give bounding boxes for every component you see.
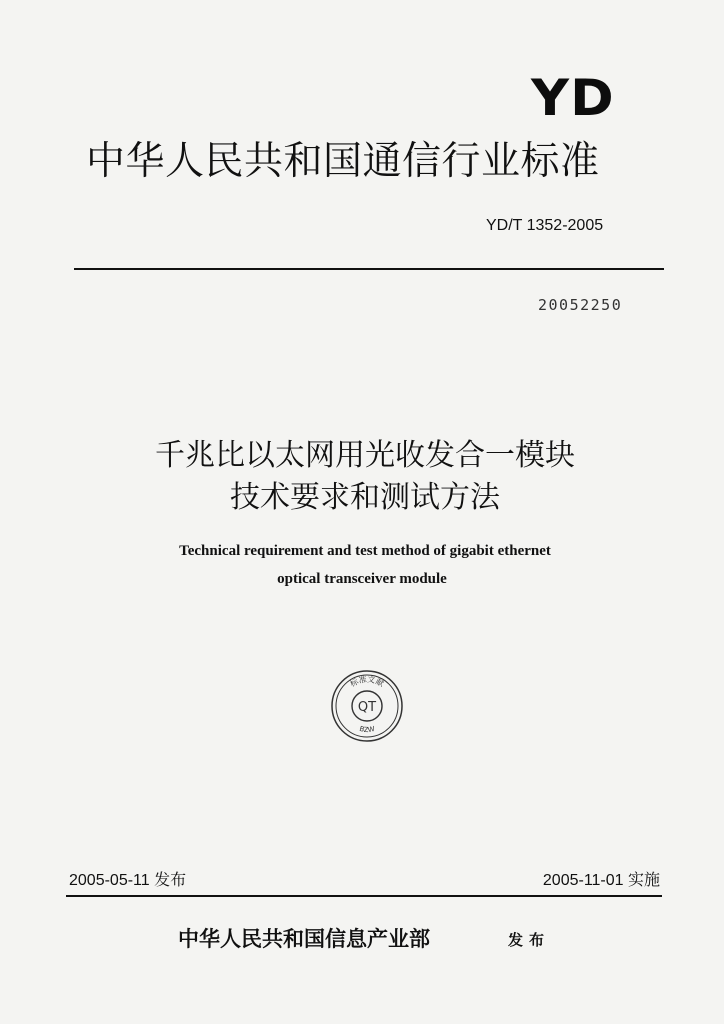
seal-ring-bottom-text: BZW [358, 724, 376, 735]
yd-logo: YD [531, 69, 615, 127]
industry-standard-title: 中华人民共和国通信行业标准 [86, 139, 600, 184]
document-title-en-line1: Technical requirement and test method of gigabit ethernet [179, 543, 551, 559]
document-title-zh-line2: 技术要求和测试方法 [230, 480, 500, 515]
implementation-date: 2005-11-01 实施 [542, 872, 660, 889]
issuing-authority-suffix: 发布 [508, 931, 551, 949]
seal-ring-top-text: 标准文献 [348, 674, 386, 689]
document-title-zh-line1: 千兆比以太网用光收发合一模块 [155, 438, 575, 473]
standard-number: YD/T 1352-2005 [486, 217, 604, 234]
library-seal-stamp [329, 668, 405, 744]
footer-divider [66, 895, 662, 897]
document-title-en-line2: optical transceiver module [277, 571, 447, 587]
catalog-stamp-number: 20052250 [538, 296, 623, 314]
header-divider [74, 268, 664, 270]
issuing-authority: 中华人民共和国信息产业部 [178, 926, 430, 951]
seal-center-text: QT [357, 700, 377, 715]
issue-date: 2005-05-11 发布 [69, 872, 187, 889]
